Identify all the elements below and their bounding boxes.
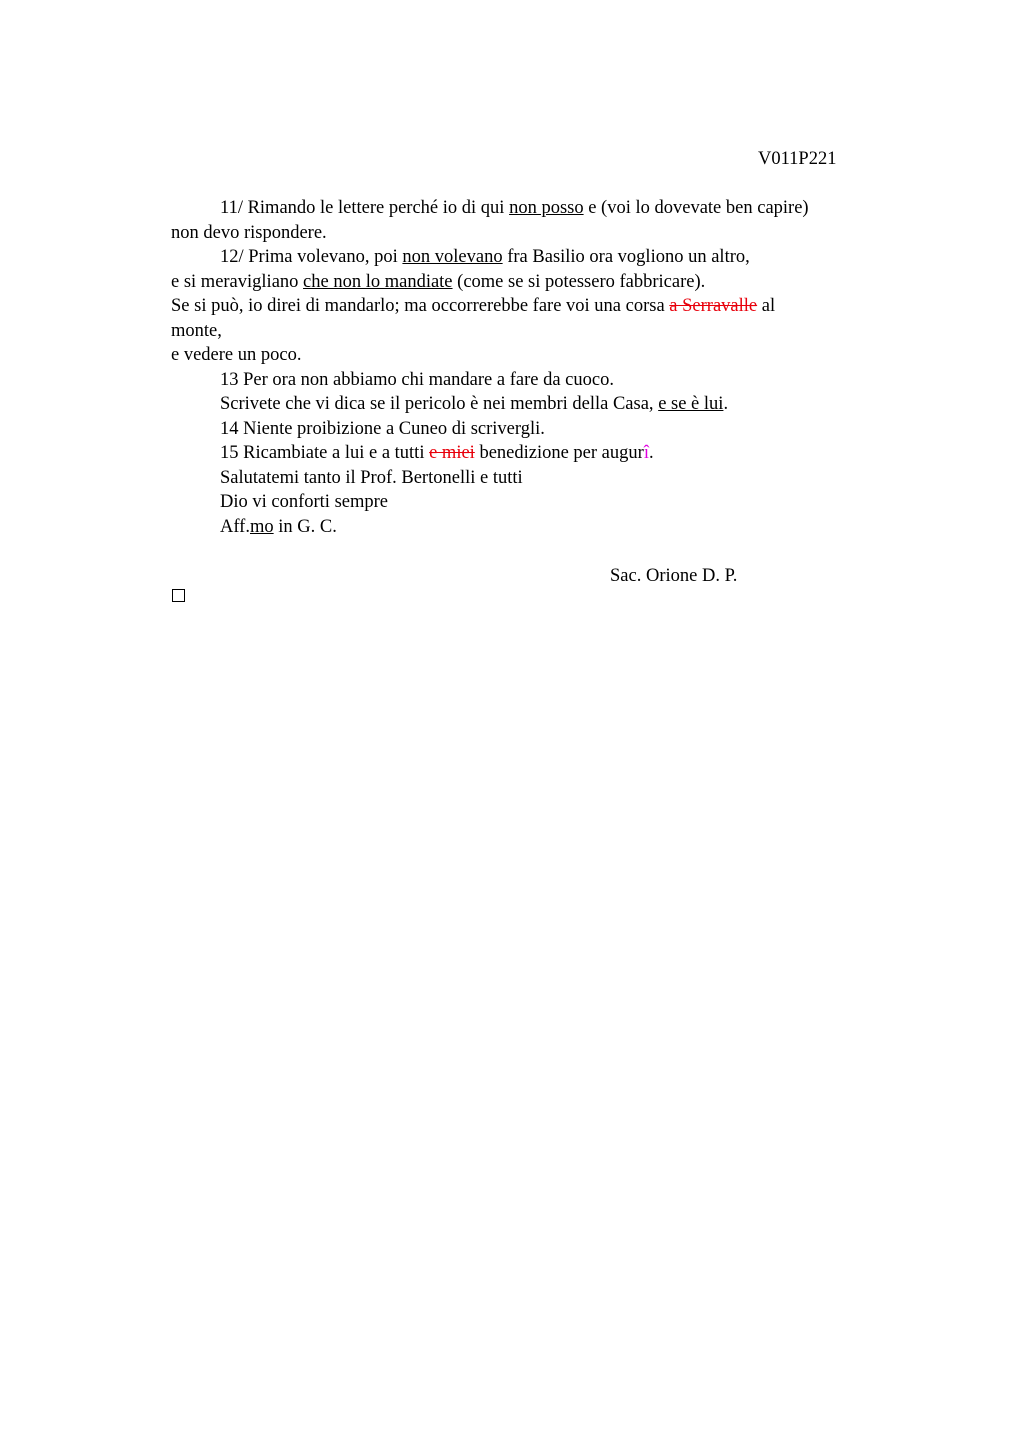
underlined-text: mo <box>249 516 274 537</box>
text: fra Basilio ora vogliono un altro, <box>502 247 750 267</box>
paragraph-12-line5: e vedere un poco. <box>171 345 302 365</box>
paragraph-12-line3 <box>171 294 891 319</box>
paragraph-15 <box>171 441 891 466</box>
text: Aff. <box>220 516 250 537</box>
text: (come se si potessero fabbricare). <box>452 271 706 292</box>
text: 11/ Rimando le lettere perché io di qui <box>220 198 510 218</box>
text: 15 Ricambiate a lui e a tutti <box>220 443 430 463</box>
annotation-mark: î <box>643 443 649 463</box>
closing-affmo <box>171 515 891 540</box>
letter-body <box>171 196 891 588</box>
text: al <box>757 296 776 316</box>
text: e si meravigliano <box>171 271 304 292</box>
closing-line-2: Dio vi conforti sempre <box>220 492 388 512</box>
underlined-text: non posso <box>509 198 584 218</box>
paragraph-11 <box>171 196 891 221</box>
underlined-text: non volevano <box>402 247 503 267</box>
text: Scrivete che vi dica se il pericolo è nei membri della Casa, <box>220 394 659 414</box>
paragraph-12-line4: monte, <box>171 320 222 341</box>
paragraph-11-cont: non devo rispondere. <box>171 222 327 243</box>
paragraph-12-line2 <box>171 270 891 295</box>
underlined-text: che non lo mandiate <box>303 271 453 292</box>
text: . <box>723 394 729 414</box>
spacer <box>171 539 891 564</box>
text: in G. C. <box>273 516 337 537</box>
paragraph-13-line2 <box>171 392 891 417</box>
page-id: V011P221 <box>758 149 837 169</box>
checkbox-square-icon <box>172 589 185 602</box>
closing-line-1: Salutatemi tanto il Prof. Bertonelli e tutti <box>220 467 523 488</box>
text: 12/ Prima volevano, poi <box>220 247 403 267</box>
paragraph-12 <box>171 245 891 270</box>
text: Se si può, io direi di mandarlo; ma occorrerebbe fare voi una corsa <box>171 296 670 316</box>
signature: Sac. Orione D. P. <box>610 565 738 586</box>
text: e (voi lo dovevate ben capire) <box>583 198 809 218</box>
paragraph-14: 14 Niente proibizione a Cuneo di scrivergli. <box>220 418 545 439</box>
deleted-text: e miei <box>429 443 475 463</box>
text: . <box>648 443 654 463</box>
text: benedizione per augur <box>474 443 644 463</box>
underlined-text: e se è lui <box>658 394 724 414</box>
deleted-text: a Serravalle <box>669 296 758 316</box>
paragraph-13: 13 Per ora non abbiamo chi mandare a fare da cuoco. <box>220 369 614 390</box>
